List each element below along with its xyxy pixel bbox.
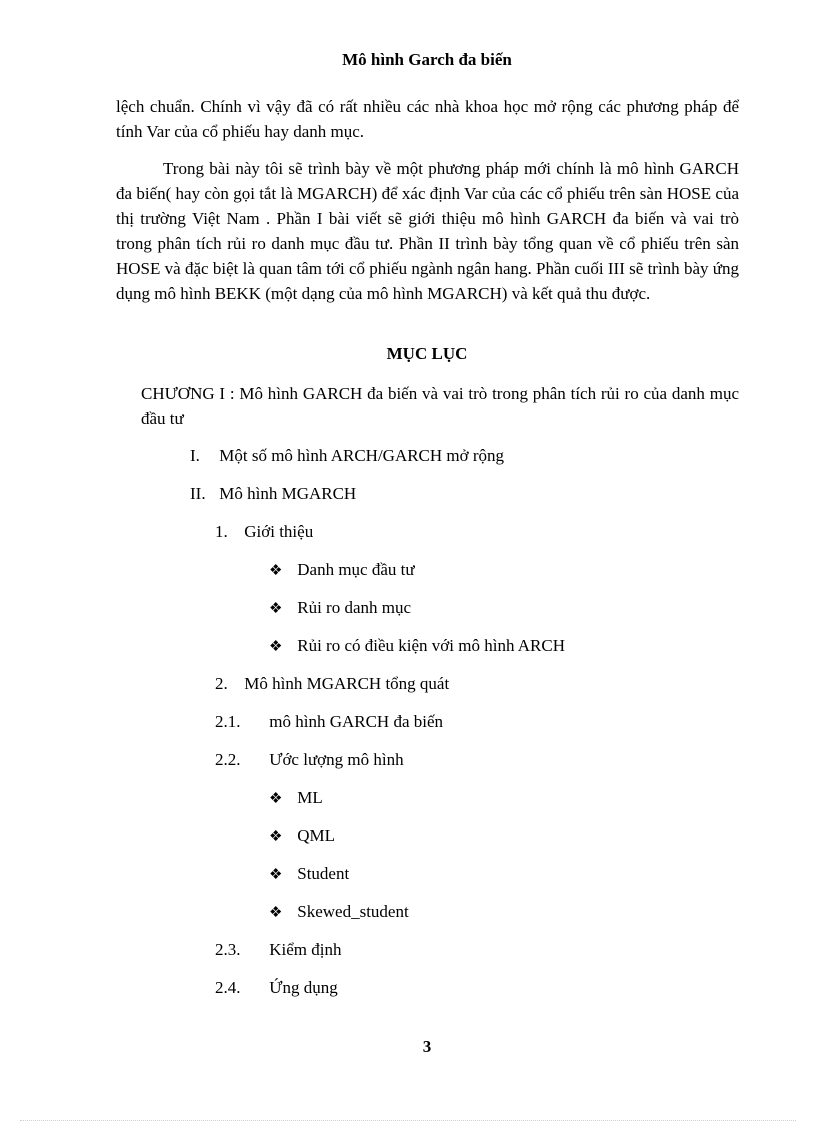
diamond-bullet-icon: ❖ xyxy=(269,867,283,883)
toc-item xyxy=(215,673,449,695)
toc-item-label: Một số mô hình ARCH/GARCH mở rộng xyxy=(219,446,505,465)
toc-item xyxy=(269,559,415,582)
toc-item-number: II. xyxy=(190,484,206,503)
toc-item-label: Ước lượng mô hình xyxy=(269,750,404,769)
toc-item-label: QML xyxy=(297,826,336,845)
toc-item-number: I. xyxy=(190,446,200,465)
toc-item xyxy=(215,977,338,999)
toc-item xyxy=(269,787,323,810)
toc-item-label: Danh mục đầu tư xyxy=(297,560,415,579)
toc-item-number: 2.2. xyxy=(215,750,241,769)
toc-item-label: Giới thiệu xyxy=(244,522,314,541)
toc-item-label: Rủi ro có điều kiện với mô hình ARCH xyxy=(297,636,566,655)
toc-item xyxy=(269,635,565,658)
toc-item-label: Mô hình MGARCH tổng quát xyxy=(244,674,450,693)
diamond-bullet-icon: ❖ xyxy=(269,905,283,921)
toc-item-number: 2. xyxy=(215,674,228,693)
toc-item xyxy=(215,939,342,961)
toc-item-number: 1. xyxy=(215,522,228,541)
toc-item xyxy=(190,445,504,467)
diamond-bullet-icon: ❖ xyxy=(269,601,283,617)
toc-item xyxy=(215,711,443,733)
toc-item-label: ML xyxy=(297,788,323,807)
toc-title: MỤC LỤC xyxy=(386,344,468,363)
toc-item-number: 2.3. xyxy=(215,940,241,959)
toc-item-label: Student xyxy=(297,864,350,883)
diamond-bullet-icon: ❖ xyxy=(269,829,283,845)
toc-item xyxy=(269,863,349,886)
toc-item-label: Mô hình MGARCH xyxy=(219,484,357,503)
toc-item xyxy=(215,521,313,543)
toc-item xyxy=(269,597,411,620)
diamond-bullet-icon: ❖ xyxy=(269,563,283,579)
page-header-title: Mô hình Garch đa biến xyxy=(342,50,512,69)
intro-paragraph-1: lệch chuẩn. Chính vì vậy đã có rất nhiều các nhà khoa học mở rộng các phương pháp để tính Var của cổ phiếu hay danh mục. xyxy=(116,97,739,141)
page-bottom-divider xyxy=(20,1120,796,1121)
toc-item-label: Ứng dụng xyxy=(269,978,338,997)
toc-item xyxy=(190,483,356,505)
diamond-bullet-icon: ❖ xyxy=(269,791,283,807)
intro-paragraph-2: Trong bài này tôi sẽ trình bày về một phương pháp mới chính là mô hình GARCH đa biến( hay còn gọi tắt là MGARCH) để xác định Var của các cổ phiếu trên sàn HOSE của thị trường Việt Nam . Phần I bài viết sẽ giới thiệu mô hình GARCH đa biến và vai trò trong phân tích rủi ro danh mục đầu tư. Phần II trình bày tổng quan về cổ phiếu trên sàn HOSE và đặc biệt là quan tâm tới cổ phiếu ngành ngân hang. Phần cuối III sẽ trình bày ứng dụng mô hình BEKK (một dạng của mô hình MGARCH) và kết quả thu được. xyxy=(116,159,739,303)
toc-item-label: Rủi ro danh mục xyxy=(297,598,412,617)
toc-item-label: mô hình GARCH đa biến xyxy=(269,712,444,731)
toc-item-label: Skewed_student xyxy=(297,902,409,921)
toc-item xyxy=(269,825,335,848)
toc-item-label: Kiểm định xyxy=(269,940,342,959)
page-number: 3 xyxy=(422,1037,432,1056)
toc-item-number: 2.4. xyxy=(215,978,241,997)
toc-item-number: 2.1. xyxy=(215,712,241,731)
diamond-bullet-icon: ❖ xyxy=(269,639,283,655)
toc-item xyxy=(215,749,404,771)
toc-chapter-heading: CHƯƠNG I : Mô hình GARCH đa biến và vai trò trong phân tích rủi ro của danh mục đầu tư xyxy=(141,384,739,428)
toc-item xyxy=(269,901,409,924)
